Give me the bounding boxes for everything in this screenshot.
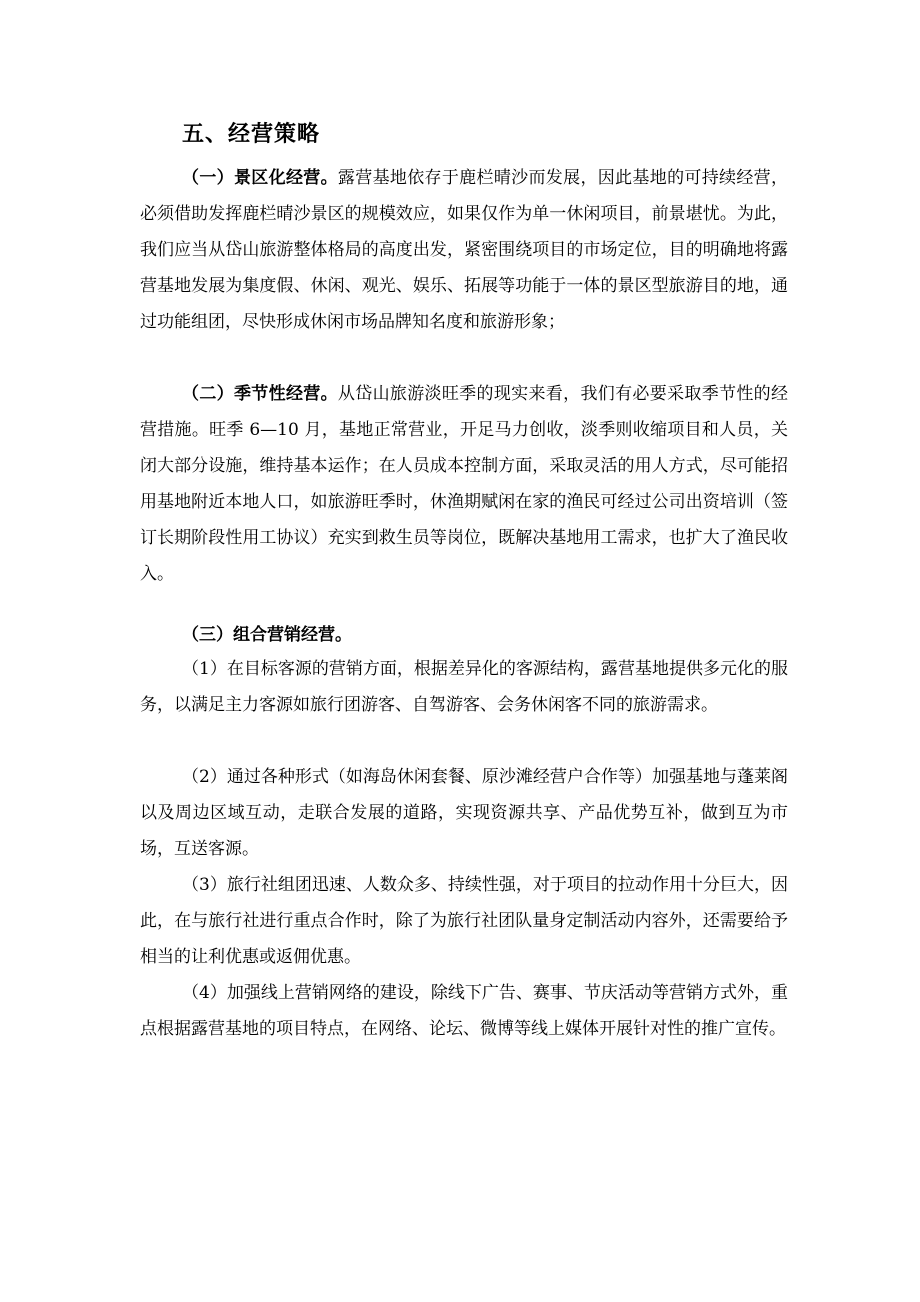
paragraph-seasonal-operation xyxy=(140,376,788,592)
paragraph-scenic-operation xyxy=(140,160,788,340)
paragraph-body: 露营基地依存于鹿栏晴沙而发展，因此基地的可持续经营，必须借助发挥鹿栏晴沙景区的规模效应，如果仅作为单一休闲项目，前景堪忧。为此，我们应当从岱山旅游整体格局的高度出发，紧密围绕项目的市场定位，目的明确地将露营基地发展为集度假、休闲、观光、娱乐、拓展等功能于一体的景区型旅游目的地，通过功能组团，尽快形成休闲市场品牌知名度和旅游形象； xyxy=(140,168,789,332)
list-item: （3）旅行社组团迅速、人数众多、持续性强，对于项目的拉动作用十分巨大，因此，在与旅行社进行重点合作时，除了为旅行社团队量身定制活动内容外，还需要给予相当的让利优惠或返佣优惠。 xyxy=(140,875,788,967)
section-heading: 五、经营策略 xyxy=(182,121,321,147)
paragraph-lead: （一）景区化经营。 xyxy=(182,168,338,188)
paragraph-lead: （二）季节性经营。 xyxy=(182,384,338,404)
paragraph-lead: （三）组合营销经营。 xyxy=(182,625,352,645)
paragraph-combined-marketing xyxy=(140,617,788,653)
list-item: （4）加强线上营销网络的建设，除线下广告、赛事、节庆活动等营销方式外，重点根据露营基地的项目特点，在网络、论坛、微博等线上媒体开展针对性的推广宣传。 xyxy=(140,983,788,1039)
list-item: （2）通过各种形式（如海岛休闲套餐、原沙滩经营户合作等）加强基地与蓬莱阁以及周边区域互动，走联合发展的道路，实现资源共享、产品优势互补，做到互为市场，互送客源。 xyxy=(140,767,788,859)
paragraph-body: 从岱山旅游淡旺季的现实来看，我们有必要采取季节性的经营措施。旺季 6—10 月，基地正常营业，开足马力创收，淡季则收缩项目和人员，关闭大部分设施，维持基本运作；在人员成本控制方面，采取灵活的用人方式，尽可能招用基地附近本地人口，如旅游旺季时，休渔期赋闲在家的渔民可经过公司出资培训（签订长期阶段性用工协议）充实到救生员等岗位，既解决基地用工需求，也扩大了渔民收入。 xyxy=(140,384,789,584)
list-item: （1）在目标客源的营销方面，根据差异化的客源结构，露营基地提供多元化的服务，以满足主力客源如旅行团游客、自驾游客、会务休闲客不同的旅游需求。 xyxy=(140,659,788,715)
